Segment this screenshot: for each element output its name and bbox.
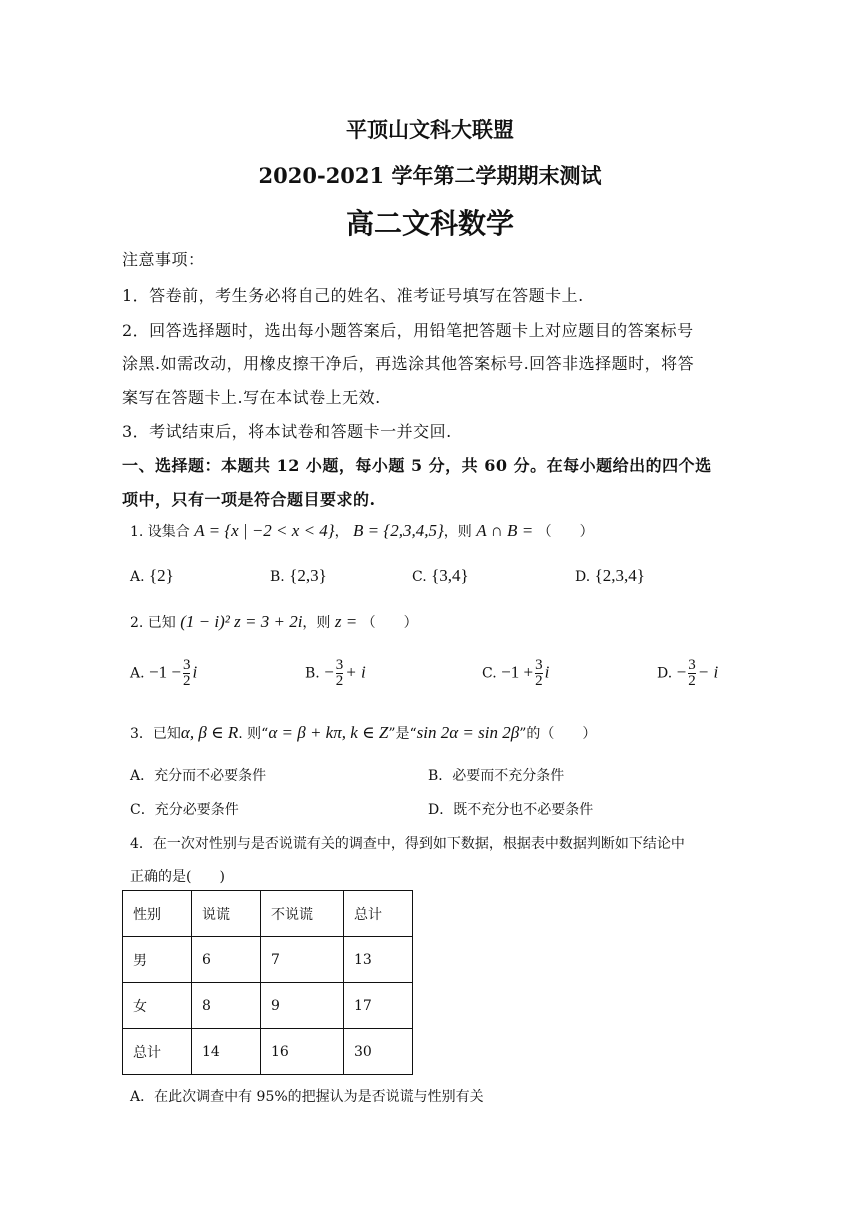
option-post: i: [544, 662, 550, 682]
q2-z: z =: [334, 612, 358, 631]
question-1-stem: [130, 521, 594, 541]
q1-set-a: A = {x | −2 < x < 4}: [194, 521, 335, 540]
option-label: D.: [575, 569, 591, 585]
q3-option-c[interactable]: [130, 799, 239, 819]
q2-prefix: 2. 已知: [130, 615, 176, 631]
option-value: {3,4}: [431, 566, 469, 585]
table-row: [123, 983, 413, 1029]
q1-option-c[interactable]: [412, 566, 469, 586]
fraction: [183, 658, 191, 689]
option-pre: −1 −: [149, 662, 181, 682]
table-header-cell: 不说谎: [261, 891, 344, 937]
option-label: C．: [130, 802, 155, 818]
section-heading-line-2: 项中，只有一项是符合题目要求的.: [122, 490, 376, 509]
question-4-stem-line-2: 正确的是( ): [130, 869, 225, 885]
note-item-3: 3．考试结束后，将本试卷和答题卡一并交回.: [122, 422, 452, 441]
q1-option-b[interactable]: [270, 566, 327, 586]
q3-vars: α, β ∈ R: [180, 723, 239, 742]
option-post: − i: [697, 662, 719, 682]
table-cell: 9: [261, 983, 344, 1029]
table-cell: 总计: [123, 1029, 192, 1075]
q3-cond2: sin 2α = sin 2β: [416, 723, 520, 742]
q3-t3: ”的（ ）: [519, 726, 597, 742]
q2-option-b[interactable]: [305, 658, 366, 689]
option-pre: −: [324, 662, 334, 682]
table-cell: 6: [192, 937, 261, 983]
option-text: 既不充分也不必要条件: [453, 802, 594, 818]
denominator: 2: [182, 673, 191, 689]
option-label: A．: [130, 768, 155, 784]
option-value: {2}: [149, 566, 174, 585]
term-title: 2020-2021 学年第二学期期末测试: [258, 163, 602, 188]
section-heading-line-1: 一、选择题：本题共 12 小题，每小题 5 分，共 60 分。在每小题给出的四个选: [122, 456, 712, 475]
note-item-2-line-2: 涂黑.如需改动，用橡皮擦干净后，再选涂其他答案标号.回答非选择题时，将答: [122, 354, 695, 373]
q2-option-a[interactable]: [130, 658, 197, 689]
table-cell: 17: [344, 983, 413, 1029]
q1-option-d[interactable]: [575, 566, 645, 586]
note-item-2-line-1: 2．回答选择题时，选出每小题答案后，用铅笔把答题卡上对应题目的答案标号: [122, 321, 694, 340]
option-pre: −1 +: [501, 662, 534, 682]
q2-ask: ，则: [302, 615, 331, 631]
table-cell: 男: [123, 937, 192, 983]
option-text: 充分而不必要条件: [154, 768, 267, 784]
question-4-stem-line-1: 4．在一次对性别与是否说谎有关的调查中，得到如下数据，根据表中数据判断如下结论中: [130, 836, 685, 852]
denominator: 2: [688, 673, 696, 689]
q3-t2: ”是“: [388, 726, 417, 742]
q2-expr: (1 − i)² z = 3 + 2i: [180, 612, 303, 631]
q1-set-b: B = {2,3,4,5}: [353, 521, 444, 540]
denominator: 2: [335, 673, 344, 689]
table-cell: 13: [344, 937, 413, 983]
denominator: 2: [535, 673, 543, 689]
fraction: [688, 658, 696, 689]
option-label: C.: [482, 665, 497, 682]
option-value: {2,3}: [289, 566, 327, 585]
table-cell: 女: [123, 983, 192, 1029]
q1-expr: A ∩ B =: [476, 521, 534, 540]
table-cell: 8: [192, 983, 261, 1029]
q2-option-c[interactable]: [482, 658, 549, 689]
table-cell: 16: [261, 1029, 344, 1075]
question-3-stem: [130, 723, 596, 743]
option-label: B.: [270, 569, 285, 585]
q3-t1: . 则“: [238, 726, 269, 742]
option-text: 必要而不充分条件: [452, 768, 565, 784]
org-title: 平顶山文科大联盟: [346, 117, 514, 142]
option-label: A.: [130, 665, 145, 682]
q1-option-a[interactable]: [130, 566, 174, 586]
fraction: [535, 658, 543, 689]
option-text: 充分必要条件: [154, 802, 239, 818]
numerator: 3: [335, 657, 344, 673]
table-cell: 30: [344, 1029, 413, 1075]
subject-title: 高二文科数学: [345, 207, 514, 240]
numerator: 3: [535, 657, 543, 673]
q2-paren: （ ）: [361, 615, 418, 631]
option-label: B.: [305, 665, 320, 682]
q4-option-a[interactable]: A．在此次调查中有 95%的把握认为是否说谎与性别有关: [130, 1089, 484, 1105]
table-row: [123, 937, 413, 983]
q1-ask: ，则: [443, 524, 472, 540]
option-pre: −: [676, 662, 687, 682]
q3-cond1: α = β + kπ, k ∈ Z: [268, 723, 389, 742]
notes-heading: 注意事项：: [122, 250, 205, 269]
option-label: D．: [428, 802, 454, 818]
option-post: + i: [345, 662, 366, 682]
table-header-cell: 性别: [123, 891, 192, 937]
table-cell: 14: [192, 1029, 261, 1075]
q1-sep: ，: [334, 524, 349, 540]
q3-option-a[interactable]: [130, 765, 266, 785]
table-row: [123, 1029, 413, 1075]
option-label: A.: [130, 569, 145, 585]
option-label: C.: [412, 569, 427, 585]
option-label: D.: [657, 665, 673, 682]
q1-prefix: 1. 设集合: [130, 524, 190, 540]
option-post: i: [192, 662, 198, 682]
table-header-cell: 说谎: [192, 891, 261, 937]
option-label: B．: [428, 768, 453, 784]
table-header-row: [123, 891, 413, 937]
numerator: 3: [688, 657, 696, 673]
q1-paren: （ ）: [537, 524, 594, 540]
option-value: {2,3,4}: [594, 566, 645, 585]
note-item-2-line-3: 案写在答题卡上.写在本试卷上无效.: [122, 388, 381, 407]
q2-option-d[interactable]: [657, 658, 718, 689]
q3-option-b[interactable]: [428, 765, 564, 785]
table-cell: 7: [261, 937, 344, 983]
q3-option-d[interactable]: [428, 799, 593, 819]
data-table: [122, 890, 413, 1075]
table-header-cell: 总计: [344, 891, 413, 937]
fraction: [336, 658, 344, 689]
numerator: 3: [182, 657, 191, 673]
note-item-1: 1．答卷前，考生务必将自己的姓名、准考证号填写在答题卡上.: [122, 286, 584, 305]
q3-prefix: 3．已知: [130, 726, 181, 742]
question-2-stem: [130, 612, 418, 632]
